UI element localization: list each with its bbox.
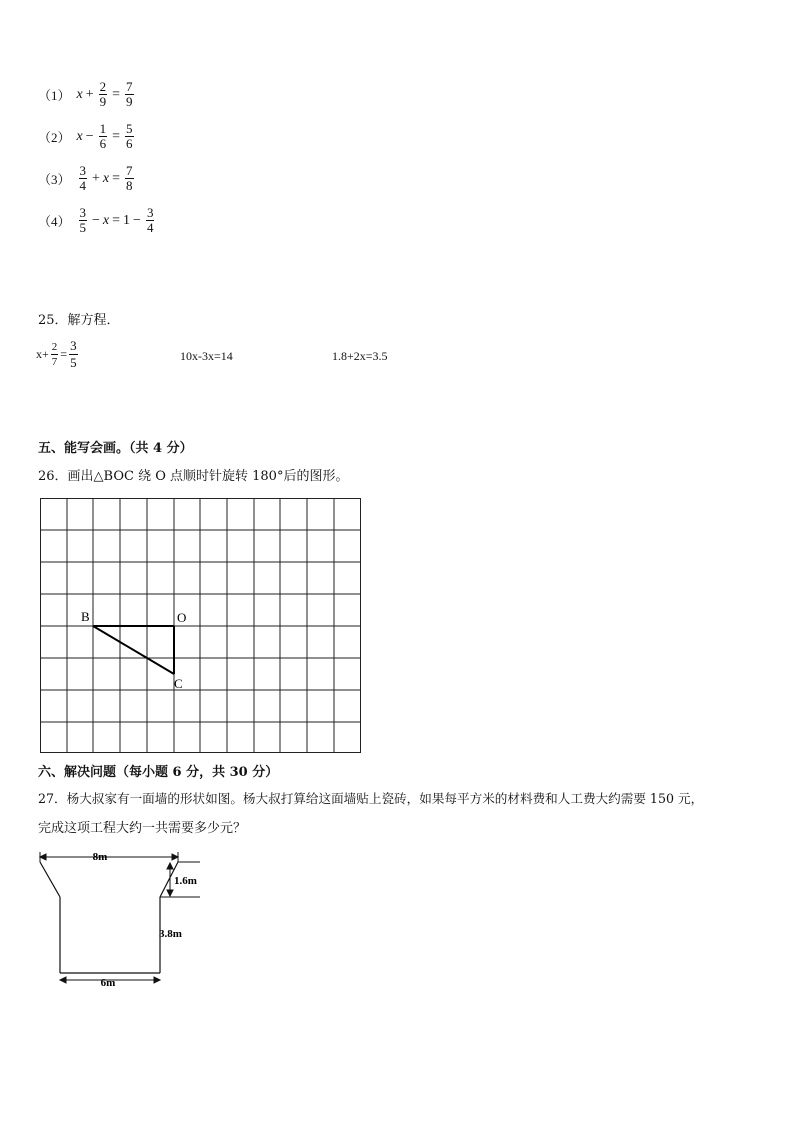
arrow-right-icon [172,854,178,860]
grid-lines [41,499,361,753]
equation-label: （4） [38,214,71,229]
operator: − [133,212,141,228]
grid-figure [40,498,362,754]
equation-4 [38,206,156,235]
wall-left-slant [40,862,60,897]
denominator: 5 [79,220,87,235]
label-o: O [177,610,187,625]
equation-prefix: x+ [36,347,49,361]
wall-shape [40,862,178,973]
numerator: 3 [79,163,87,178]
wall-diagram [30,842,220,996]
equals-sign: = [112,128,121,144]
arrow-left-icon [60,977,66,983]
arrow-right-icon [154,977,160,983]
operator: − [92,212,100,228]
numerator: 7 [126,79,133,94]
section-6-heading: 六、解决问题（每小题 6 分，共 30 分） [38,765,279,780]
numerator: 3 [79,205,87,220]
dim-label-height: 3.8m [159,928,182,940]
denominator: 7 [51,356,58,368]
denominator: 4 [79,178,87,193]
numerator: 1 [99,121,107,136]
equals-sign: = [60,347,68,361]
equation-label: （1） [38,88,71,103]
section-5-heading: 五、能写会画。（共 4 分） [38,441,193,456]
numerator: 3 [70,338,77,353]
denominator: 6 [126,136,133,151]
operator: + [85,86,94,102]
variable: x [76,128,83,144]
label-c: C [174,676,183,691]
equation-label: （3） [38,172,71,187]
q25-equation-1 [36,338,80,371]
q27-line-2: 完成这项工程大约一共需要多少元？ [38,821,247,836]
denominator: 4 [146,220,154,235]
fraction [69,338,78,371]
fraction [99,122,108,151]
segment-bc [93,626,174,674]
dim-label-bottom: 6m [100,977,116,989]
equation-3 [38,164,136,193]
numerator: 2 [51,341,58,353]
numerator: 7 [126,163,133,178]
q25-equation-3: 1.8+2x=3.5 [332,349,388,363]
rotation-grid [40,498,362,758]
fraction [146,206,155,235]
variable: x [102,212,110,228]
equation-1 [38,80,136,109]
numerator: 2 [99,79,107,94]
q25-equation-2: 10x-3x=14 [180,349,233,363]
label-b: B [81,609,90,624]
arrow-up-icon [167,863,173,869]
variable: x [76,86,83,102]
fraction [125,164,134,193]
q27-line-1: 27．杨大叔家有一面墙的形状如图。杨大叔打算给这面墙贴上瓷砖，如果每平方米的材料费和人工费大约需要 150 元， [38,791,704,806]
fraction [79,206,88,235]
equals-sign: = [112,212,121,228]
fraction [51,340,59,369]
numerator: 3 [146,205,154,220]
denominator: 9 [99,94,107,109]
wall-figure [30,842,220,992]
operator: + [92,170,100,186]
denominator: 8 [126,178,133,193]
numerator: 5 [126,121,133,136]
dim-label-side: 1.6m [174,875,197,887]
dim-label-top: 8m [92,851,108,863]
equation-2 [38,122,136,151]
variable: x [102,170,110,186]
equals-sign: = [112,86,121,102]
denominator: 6 [99,136,107,151]
denominator: 9 [126,94,133,109]
operator: − [85,128,94,144]
arrow-left-icon [40,854,46,860]
arrow-down-icon [167,890,173,896]
equation-label: （2） [38,130,71,145]
triangle-boc [93,626,174,674]
constant: 1 [123,212,131,228]
fraction [125,122,134,151]
dimension-lines [40,852,200,983]
fraction [99,80,108,109]
fraction [125,80,134,109]
fraction [79,164,88,193]
equals-sign: = [112,170,121,186]
q26-text: 26．画出△BOC 绕 O 点顺时针旋转 180°后的图形。 [38,469,349,484]
denominator: 5 [70,355,77,370]
q25-title: 25．解方程． [38,313,120,328]
